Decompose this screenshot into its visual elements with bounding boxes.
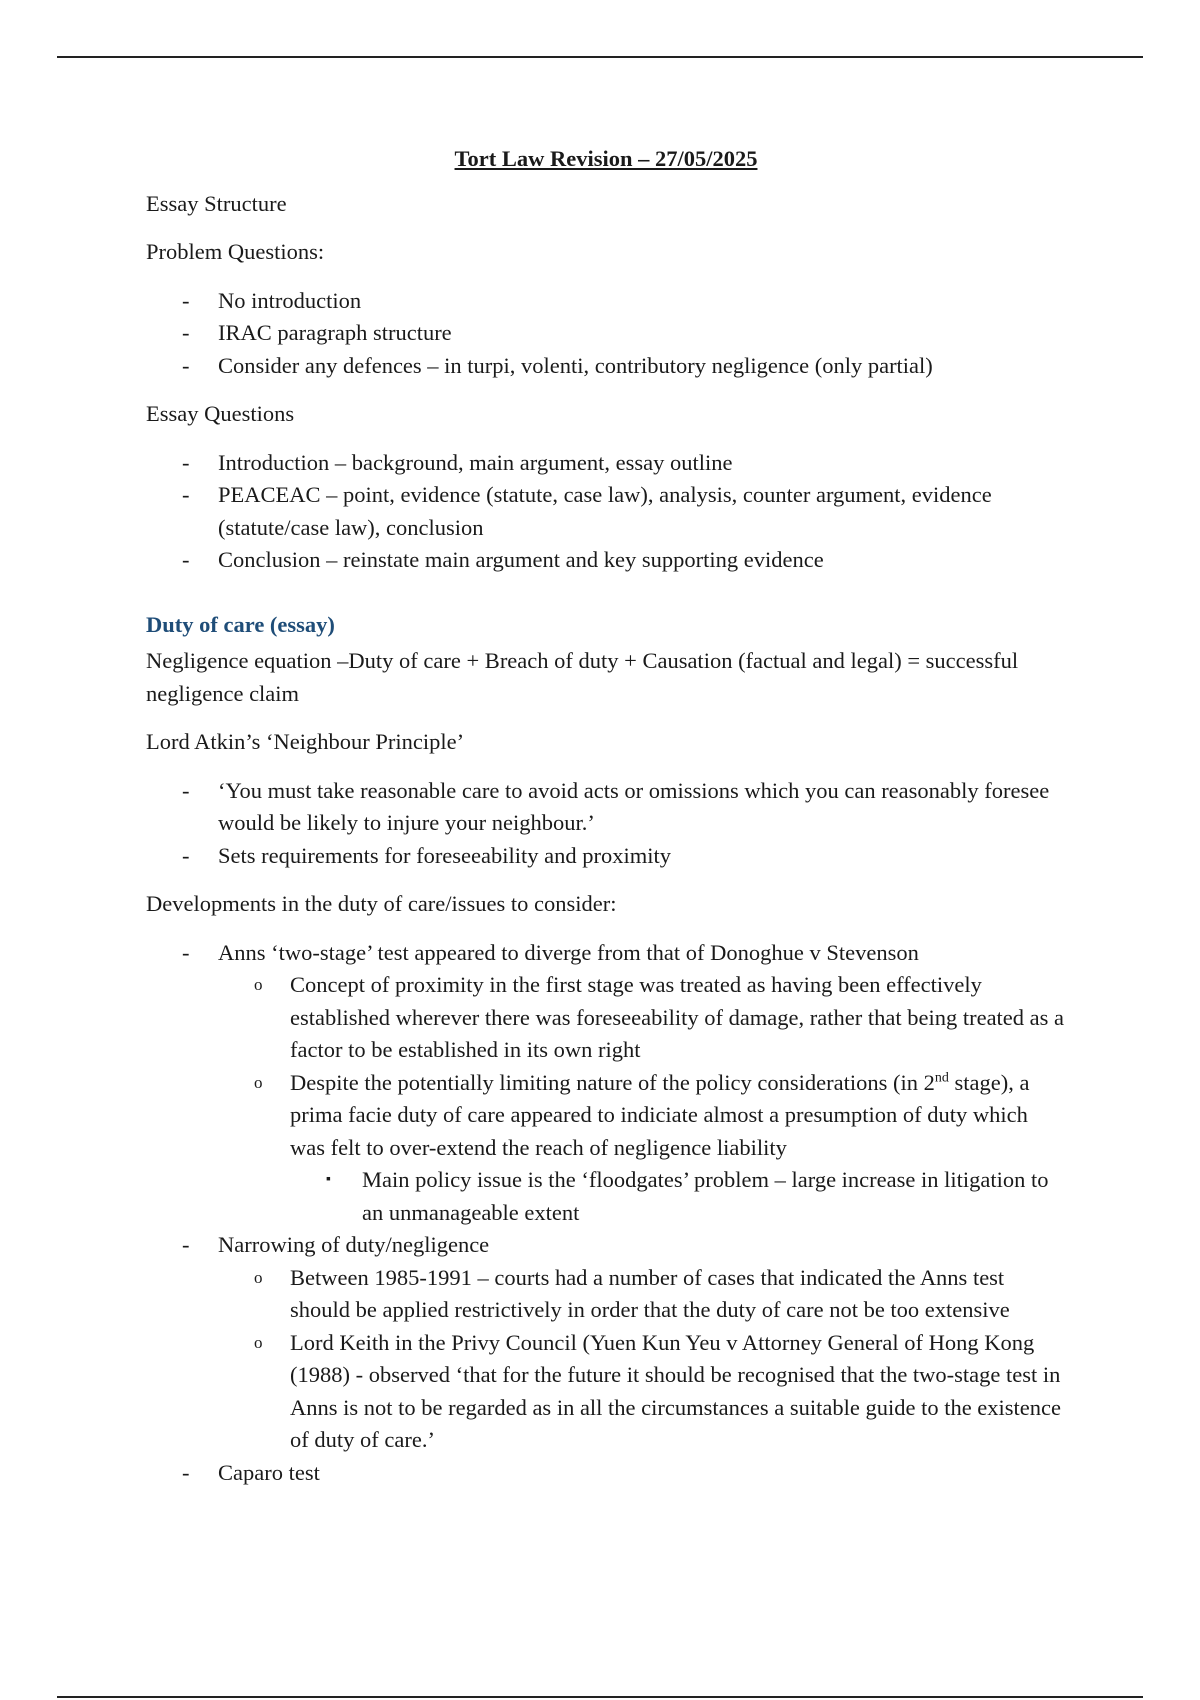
dash-bullet: - xyxy=(182,842,190,868)
list-item xyxy=(146,937,1066,1230)
list-item: o Between 1985-1991 – courts had a number of cases that indicated the Anns test should be applied restrictively in order that the duty of care not be too extensive xyxy=(218,1262,1066,1327)
dash-bullet: - xyxy=(182,449,190,475)
negligence-equation: Negligence equation –Duty of care + Breach of duty + Causation (factual and legal) = successful negligence claim xyxy=(146,648,1019,706)
narrowing-item: Narrowing of duty/negligence xyxy=(218,1232,490,1257)
list-item: - IRAC paragraph structure xyxy=(146,317,1066,350)
dash-bullet: - xyxy=(182,320,190,345)
dash-bullet: - xyxy=(182,1232,190,1257)
list-item: o Concept of proximity in the first stage was treated as having been effectively established wherever there was foreseeability of damage, rather that being treated as a factor to be established in its own right xyxy=(218,969,1066,1067)
problem-questions-label: Problem Questions: xyxy=(146,239,325,264)
essay-structure-label: Essay Structure xyxy=(146,190,287,216)
ordinal-superscript: nd xyxy=(934,1070,949,1085)
circle-bullet: o xyxy=(254,1332,263,1352)
top-rule xyxy=(57,56,1143,58)
list-item: - ‘You must take reasonable care to avoid acts or omissions which you can reasonably foresee would be likely to injure your neighbour.’ xyxy=(146,775,1066,840)
list-item: ▪ Main policy issue is the ‘floodgates’ problem – large increase in litigation to an unmanageable extent xyxy=(290,1164,1066,1229)
list-item xyxy=(146,1457,1066,1490)
developments-label: Developments in the duty of care/issues to consider: xyxy=(146,891,617,916)
narrowing-sublist xyxy=(218,1262,1066,1457)
bottom-rule xyxy=(57,1696,1143,1698)
problem-questions-list xyxy=(146,285,1066,383)
list-item xyxy=(146,1229,1066,1457)
essay-questions-list xyxy=(146,447,1066,577)
list-item: - Sets requirements for foreseeability and proximity xyxy=(146,840,1066,873)
caparo-item: Caparo test xyxy=(218,1459,320,1485)
page-title: Tort Law Revision – 27/05/2025 xyxy=(454,146,758,171)
circle-bullet: o xyxy=(254,1072,263,1092)
circle-bullet: o xyxy=(254,1267,263,1287)
dash-bullet: - xyxy=(182,287,190,313)
list-item: - No introduction xyxy=(146,285,1066,318)
list-item: o Lord Keith in the Privy Council (Yuen Kun Yeu v Attorney General of Hong Kong (1988) - observed ‘that for the future it should be recognised that the two-stage test in Anns is not to be regarded as in all the circumstances a suitable guide to the existence of duty of care.’ xyxy=(218,1327,1066,1457)
section-heading-duty-of-care: Duty of care (essay) xyxy=(146,611,335,637)
dash-bullet: - xyxy=(182,777,190,803)
dash-bullet: - xyxy=(182,939,190,965)
policy-sublist xyxy=(290,1164,1066,1229)
list-item: - Conclusion – reinstate main argument and key supporting evidence xyxy=(146,544,1066,577)
list-item: - Consider any defences – in turpi, volenti, contributory negligence (only partial) xyxy=(146,350,1066,383)
document-body xyxy=(146,143,1066,1505)
list-item: - Introduction – background, main argument, essay outline xyxy=(146,447,1066,480)
developments-list xyxy=(146,937,1066,1490)
neighbour-principle-list xyxy=(146,775,1066,873)
dash-bullet: - xyxy=(182,352,190,378)
essay-questions-label: Essay Questions xyxy=(146,401,295,426)
list-item: o Despite the potentially limiting nature of the policy considerations (in 2nd stage), a prima facie duty of care appeared to indiciate almost a presumption of duty which was felt to over-extend the reach of negligence liability ▪ Main policy issue is the ‘floodgates’ problem – large increase in litigation to an unmanageable extent xyxy=(218,1067,1066,1230)
square-bullet: ▪ xyxy=(326,1172,331,1187)
neighbour-principle-label: Lord Atkin’s ‘Neighbour Principle’ xyxy=(146,729,465,754)
list-item: - PEACEAC – point, evidence (statute, case law), analysis, counter argument, evidence (statute/case law), conclusion xyxy=(146,479,1066,544)
circle-bullet: o xyxy=(254,975,263,994)
dash-bullet: - xyxy=(182,547,190,572)
anns-test-item: Anns ‘two-stage’ test appeared to diverge from that of Donoghue v Stevenson xyxy=(218,939,919,965)
anns-sublist xyxy=(218,969,1066,1229)
dash-bullet: - xyxy=(182,482,190,507)
dash-bullet: - xyxy=(182,1459,190,1485)
